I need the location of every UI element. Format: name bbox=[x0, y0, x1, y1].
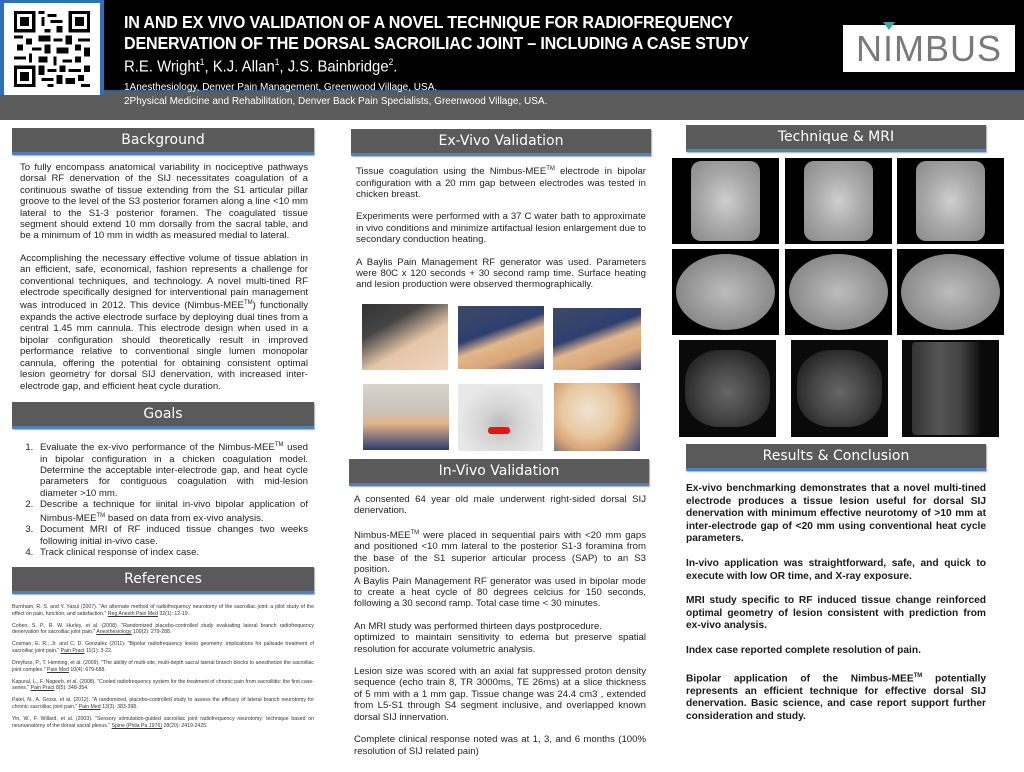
author-list bbox=[124, 57, 397, 76]
text-run: Bipolar application of the Nimbus-MEE bbox=[686, 672, 914, 684]
author-affiliation-mark: 1 bbox=[274, 57, 280, 67]
reference-journal-link[interactable]: Pain Pract bbox=[60, 647, 85, 654]
logo-text: NIMBUS bbox=[855, 27, 1002, 69]
in-vivo-paragraph-3 bbox=[354, 621, 646, 655]
results-paragraph-1: Ex-vivo benchmarking demonstrates that a novel multi-tined electrode produces a tissue lesion useful for dorsal SIJ denervation with minimum effective neurotomy of >10 mm at inter-electrode gap of <20 mm using conventional heat cycle parameters. bbox=[686, 483, 986, 545]
goal-item bbox=[36, 524, 308, 547]
lesion-surface-photo bbox=[554, 383, 640, 451]
reference-journal-link[interactable]: Reg Anesth Pain Med bbox=[107, 610, 158, 617]
reference-journal-link[interactable]: Pain Med bbox=[78, 704, 101, 711]
reference-text: Burnham, R. S. and Y. Yasui (2007). "An alternate method of radiofrequency neurotomy of the sacroiliac joint: a pilot study of the effect on pain, function, and satisfaction." bbox=[12, 604, 314, 617]
reference-item bbox=[12, 660, 314, 673]
reference-tail: 109(2): 279-288. bbox=[131, 629, 172, 636]
caliper-measurement-photo-2 bbox=[553, 308, 641, 370]
goal-item bbox=[36, 440, 308, 499]
background-section bbox=[20, 162, 308, 403]
goal-item bbox=[36, 499, 308, 524]
goals-section bbox=[14, 440, 308, 558]
qr-code-frame bbox=[0, 0, 104, 95]
text-run: electrode in bipolar configuration with a 20 mm gap between electrodes was tested in chicken breast. bbox=[356, 166, 646, 200]
trademark-mark: TM bbox=[546, 166, 555, 172]
ex-vivo-section bbox=[356, 164, 646, 302]
fluoroscopy-lateral-3 bbox=[897, 249, 1004, 335]
in-vivo-paragraph-2 bbox=[354, 528, 646, 610]
background-paragraph-2 bbox=[20, 253, 308, 392]
poster-title bbox=[124, 12, 768, 54]
trademark-mark: TM bbox=[274, 442, 284, 448]
trademark-mark: TM bbox=[243, 300, 253, 307]
fluoroscopy-ap-1 bbox=[672, 158, 779, 244]
reference-journal-link[interactable]: Anesthesiology bbox=[96, 629, 132, 636]
logo-triangle-icon bbox=[883, 22, 895, 30]
reference-item bbox=[12, 641, 314, 654]
reference-tail: 28(20): 2419-2425. bbox=[162, 722, 208, 729]
author-end: . bbox=[393, 58, 398, 76]
reference-tail: 10(4): 679-688. bbox=[68, 666, 106, 673]
thermal-hotspot bbox=[488, 427, 510, 434]
text-run: used in bipolar configuration in a chicken coagulation model. Determine the acceptable inter-electrode gap, and heat cycle parameters for contiguous coagulation with mid-lesion diameter >10 mm. bbox=[40, 442, 308, 499]
fluoroscopy-lateral-2 bbox=[785, 249, 892, 335]
fluoroscopy-lateral-1 bbox=[672, 249, 779, 335]
text-run: Document MRI of RF induced tissue changes two weeks following initial in-vivo case. bbox=[40, 524, 308, 547]
mri-sagittal bbox=[902, 340, 999, 437]
reference-text: Cohen, S. P., R. W. Hurley, et al. (2008). "Randomized placebo-controlled study evaluating lateral branch radiofrequency denervation for sacroiliac joint pain." bbox=[12, 622, 314, 636]
text-run: A Baylis Pain Management RF generator was used in bipolar mode to create a heat cycle of 80 degrees celcius for 150 seconds, following a 30 second ramp. Total case time < 30 minutes. bbox=[354, 575, 646, 610]
caliper-measurement-photo-1 bbox=[458, 306, 544, 369]
reference-item bbox=[12, 604, 314, 617]
reference-item bbox=[12, 697, 314, 710]
author-separator: , bbox=[279, 58, 288, 76]
section-header-goals: Goals bbox=[12, 402, 314, 429]
background-paragraph-1: To fully encompass anatomical variability in nociceptive pathways dorsal RF denervation of the SIJ necessitates coagulation of a continuous swathe of tissue extending from the S1 articular pillar groove to the level of the S3 posterior foramen along a line <10 mm lateral to the S1-3 posterior foramen. The coagulated tissue segment should extend 10 mm dorsally from the sacral table, and be a minimum of 10 mm in width as measured medial to lateral. bbox=[20, 162, 308, 242]
text-run: Track clinical response of index case. bbox=[40, 547, 200, 559]
ex-vivo-paragraph-2: Experiments were performed with a 37 C water bath to approximate in vivo conditions and minimize artifactual lesion enlargement due to secondary conduction heating. bbox=[356, 211, 646, 246]
affiliation-2: 2Physical Medicine and Rehabilitation, Denver Back Pain Specialists, Greenwood Village, USA. bbox=[124, 96, 548, 107]
mri-axial-2 bbox=[791, 340, 888, 437]
title-line-1: IN AND EX VIVO VALIDATION OF A NOVEL TECHNIQUE FOR RADIOFREQUENCY bbox=[124, 12, 733, 32]
text-run: Accomplishing the necessary effective volume of tissue ablation in an efficient, safe, economical, fashion represents a challenge for conventional techniques, and technology. A novel multi-tined RF electrode specifically designed for interventional pain management was introduced in 2012. This device (Nimbus-MEE bbox=[20, 252, 308, 312]
reference-text: Kapural, L., F. Nageeb, et al. (2008). "Cooled radiofrequency system for the treatment of chronic pain from sacroiliitis: the first case-series." bbox=[12, 678, 314, 692]
author-affiliation-mark: 2 bbox=[388, 57, 394, 67]
text-run: Tissue coagulation using the Nimbus-MEE bbox=[356, 166, 547, 178]
author-separator: , bbox=[204, 58, 213, 76]
goals-list bbox=[14, 440, 308, 558]
text-run: An MRI study was performed thirteen days postprocedure. bbox=[354, 620, 602, 632]
reference-journal-link[interactable]: Pain Pract bbox=[30, 685, 55, 692]
goal-item bbox=[36, 547, 308, 558]
trademark-mark: TM bbox=[913, 672, 923, 679]
qr-code-icon[interactable] bbox=[14, 11, 90, 87]
text-run: Describe a technique for iinital in-vivo bipolar application of Nimbus-MEE bbox=[40, 499, 308, 524]
in-vivo-paragraph-5: Complete clinical response noted was at 1, 3, and 6 months (100% resolution of SIJ related pain) bbox=[354, 734, 646, 757]
trademark-mark: TM bbox=[410, 529, 420, 536]
caliper-measurement-photo-3 bbox=[363, 384, 449, 450]
reference-tail: 13(3): 383-398. bbox=[100, 704, 138, 711]
fluoroscopy-ap-3 bbox=[897, 158, 1004, 244]
text-run: based on data from ex-vivo analysis. bbox=[105, 512, 264, 524]
results-paragraph-4: Index case reported complete resolution of pain. bbox=[686, 644, 921, 656]
reference-text: Cosman, E. R., Jr. and C. D. Gonzalez (2011). "Bipolar radiofrequency lesion geometry: implications for palisade treatment of sacroiliac joint pain." bbox=[12, 641, 314, 654]
reference-item bbox=[12, 716, 314, 729]
text-run: optimized to maintain sensitivity to edema but preserve spatial resolution for accurate volumetric analysis. bbox=[354, 632, 646, 655]
trademark-mark: TM bbox=[96, 512, 106, 519]
section-header-results: Results & Conclusion bbox=[686, 444, 986, 471]
text-run: ) functionally expands the active electrode surface by deploying dual tines from a central 1.45 mm cannula. This electrode design when used in a bipolar configuration should theoretically result in improved performance relative to conventional single lumen monopolar cannula, offering the potential for obtaining consistent optimal lesion geometry for dorsal SIJ denervation, with increased inter-electrode gap, and efficient heat cycle duration. bbox=[20, 300, 309, 392]
reference-text: Dreyfuss, P., T. Henning, et al. (2009). "The ability of multi-site, multi-depth sacral lateral branch blocks to anesthetize the sacroiliac joint complex." bbox=[12, 660, 314, 673]
reference-tail: 11(1): 3-22. bbox=[84, 647, 113, 654]
reference-text: Patel, N., A. Gross, et al. (2012). "A randomized, placebo-controlled study to assess the efficacy of lateral branch neurotomy for chronic sacroiliac joint pain." bbox=[12, 697, 314, 711]
text-run: were placed in sequential pairs with <20 mm gaps and positioned <10 mm lateral to the posterior S1-3 foramina from the base of the S1 superior articular process (SAP) to an S3 position. bbox=[354, 530, 646, 576]
logo-wordmark bbox=[855, 27, 1002, 69]
text-run: potentially represents an efficient technique for effective dorsal SIJ denervation. Basic science, and case report support further consideration and study. bbox=[686, 672, 986, 722]
reference-text: Yin, W., F. Willard, et al. (2003). "Sensory stimulation-guided sacroiliac joint radiofrequency neurotomy: technique based on neuroanatomy of the dorsal sacral plexus." bbox=[12, 716, 314, 729]
results-section bbox=[686, 483, 986, 735]
ex-vivo-paragraph-1 bbox=[356, 164, 646, 200]
results-paragraph-5 bbox=[686, 670, 986, 724]
fluoroscopy-ap-2 bbox=[785, 158, 892, 244]
title-line-2: DENERVATION OF THE DORSAL SACROILIAC JOINT – INCLUDING A CASE STUDY bbox=[124, 33, 749, 53]
reference-journal-link[interactable]: Pain Med bbox=[47, 666, 69, 673]
author-affiliation-mark: 1 bbox=[199, 57, 205, 67]
reference-tail: 8(5): 348-354. bbox=[54, 685, 89, 692]
results-paragraph-2: In-vivo application was straightforward, safe, and quick to execute with low OR time, and X-ray exposure. bbox=[686, 557, 986, 582]
section-header-background: Background bbox=[12, 128, 314, 155]
section-header-references: References bbox=[12, 567, 314, 594]
in-vivo-paragraph-4: Lesion size was scored with an axial fat suppressed proton density sequence (echo train 8, TR 3000ms, TE 26ms) at a slice thickness of 5 mm with a 1 mm gap. Tissue change was 24.4 cm3 , extended from L5-S1 through S4 segment inclusive, and overlapped known dorsal SIJ innervation. bbox=[354, 666, 646, 723]
section-header-ex-vivo: Ex-Vivo Validation bbox=[351, 129, 651, 156]
section-header-in-vivo: In-Vivo Validation bbox=[349, 459, 649, 486]
author-name: J.S. Bainbridge bbox=[287, 58, 389, 76]
author-name: K.J. Allan bbox=[212, 58, 275, 76]
thermal-image-photo bbox=[458, 384, 543, 451]
author-name: R.E. Wright bbox=[124, 58, 200, 76]
in-vivo-section bbox=[354, 494, 646, 768]
reference-tail: 32(1): 12-19. bbox=[157, 610, 190, 617]
in-vivo-paragraph-1: A consented 64 year old male underwent right-sided dorsal SIJ denervation. bbox=[354, 494, 646, 517]
affiliation-1: 1Anesthesiology, Denver Pain Management, Greenwood Village, USA. bbox=[124, 82, 438, 93]
reference-journal-link[interactable]: Spine (Phila Pa 1976) bbox=[111, 722, 163, 729]
mri-axial-1 bbox=[679, 340, 776, 437]
nimbus-logo bbox=[843, 25, 1015, 72]
poster-header bbox=[0, 0, 1024, 120]
electrodes-in-chicken-photo bbox=[362, 304, 448, 370]
section-header-technique-mri: Technique & MRI bbox=[686, 125, 986, 152]
text-run: Nimbus-MEE bbox=[354, 530, 411, 541]
references-list bbox=[12, 604, 314, 735]
results-paragraph-3: MRI study specific to RF induced tissue change reinforced optimal geometry of lesion consistent with prediction from ex-vivo analysis. bbox=[686, 595, 986, 632]
reference-item bbox=[12, 623, 314, 636]
text-run: Evaluate the ex-vivo performance of the Nimbus-MEE bbox=[40, 442, 275, 454]
ex-vivo-paragraph-3: A Baylis Pain Management RF generator was used. Parameters were 80C x 120 seconds + 30 second ramp time. Surface heating and lesion production were observed thermographically. bbox=[356, 256, 646, 291]
reference-item bbox=[12, 679, 314, 692]
